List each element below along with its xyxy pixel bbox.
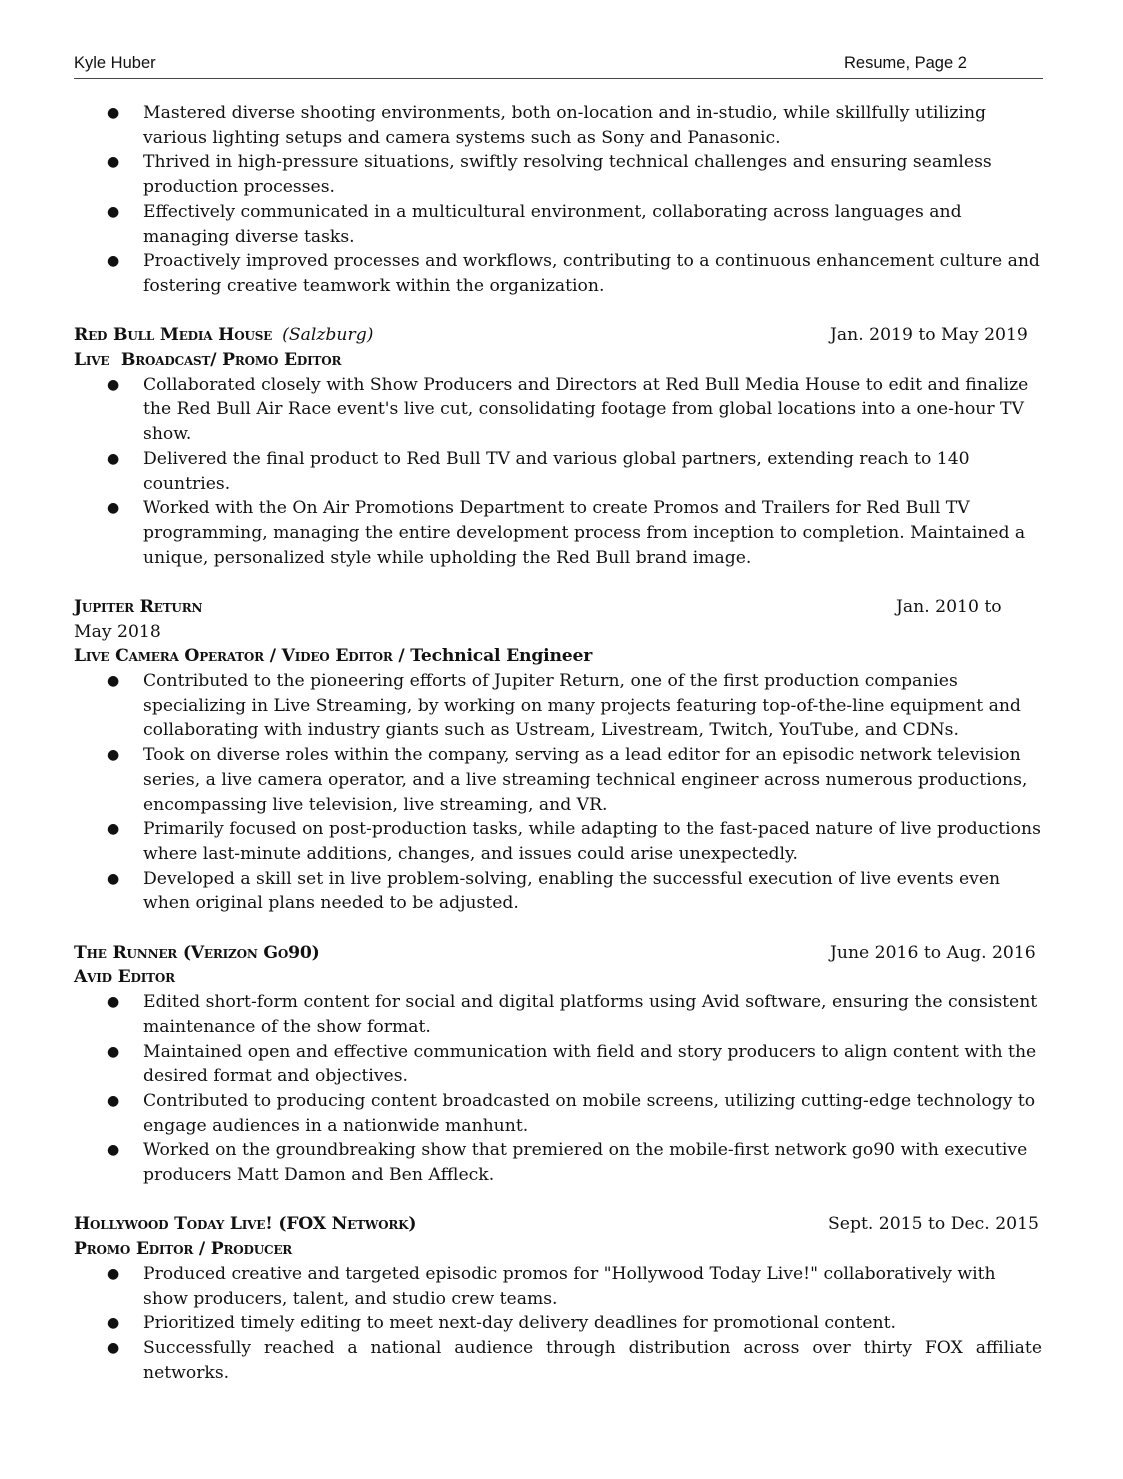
list-item xyxy=(74,200,1042,249)
bullet-text: Edited short-form content for social and digital platforms using Avid software, ensuring the consistent maintenance of the show format. xyxy=(143,992,1038,1037)
list-item xyxy=(74,150,1042,199)
bullet-text: Worked with the On Air Promotions Department to create Promos and Trailers for Red Bull TV programming, managing the entire development process from inception to completion. Maintained a unique, personalized style while upholding the Red Bull brand image. xyxy=(143,498,1026,568)
list-item xyxy=(74,447,1042,496)
job-heading xyxy=(74,595,1042,620)
job-heading xyxy=(74,1212,1042,1237)
bullet-icon: ● xyxy=(107,203,120,220)
bullet-icon: ● xyxy=(107,747,120,764)
bullet-icon: ● xyxy=(107,1265,120,1282)
bullet-text: Collaborated closely with Show Producers and Directors at Red Bull Media House to edit and finalize the Red Bull Air Race event's live cut, consolidating footage from global locations into a one-hour TV show. xyxy=(143,374,1029,445)
bullet-text: Proactively improved processes and workflows, contributing to a continuous enhancement culture and fostering creative teamwork within the organization. xyxy=(143,251,1040,296)
bullet-icon: ● xyxy=(107,994,120,1011)
list-item xyxy=(74,867,1042,916)
job-role: Live Broadcast/ Promo Editor xyxy=(74,350,342,370)
bullet-icon: ● xyxy=(107,1142,120,1159)
job-section-jupiter-return xyxy=(74,595,1042,916)
bullet-text: Worked on the groundbreaking show that premiered on the mobile-first network go90 with executive producers Matt Damon and Ben Affleck. xyxy=(143,1140,1028,1186)
list-item xyxy=(74,1040,1042,1089)
page-header xyxy=(74,52,1043,79)
job-dates: Jan. 2010 to xyxy=(896,597,1002,617)
list-item xyxy=(74,1089,1042,1138)
job-bullet-list xyxy=(74,373,1042,571)
bullet-text: Contributed to the pioneering efforts of Jupiter Return, one of the first production companies specializing in Live Streaming, by working on many projects featuring top-of-the-line equipment and collaborating with industry giants such as Ustream, Livestream, Twitch, YouTube, and CDNs. xyxy=(143,671,1021,741)
job-dates: Sept. 2015 to Dec. 2015 xyxy=(828,1214,1039,1235)
bullet-text: Successfully reached a national audience through distribution across over thirty FOX affiliate networks. xyxy=(143,1337,1042,1383)
job-dates-continued: May 2018 xyxy=(74,621,161,642)
bullet-icon: ● xyxy=(107,105,120,121)
job-heading xyxy=(74,941,1042,966)
job-role-main: Live Camera Operator / Video Editor / xyxy=(74,646,411,667)
list-item xyxy=(74,249,1042,298)
bullet-text: Primarily focused on post-production tasks, while adapting to the fast-paced nature of live productions where last-minute additions, changes, and issues could arise unexpectedly. xyxy=(143,819,1041,864)
page-label: Resume, Page 2 xyxy=(844,54,967,72)
bullet-icon: ● xyxy=(107,821,120,838)
job-dates: June 2016 to Aug. 2016 xyxy=(830,942,1036,963)
bullet-icon: ● xyxy=(107,450,120,467)
job-role: Promo Editor / Producer xyxy=(74,1239,293,1260)
list-item xyxy=(74,990,1042,1039)
list-item xyxy=(74,1336,1042,1385)
list-item xyxy=(74,101,1042,150)
bullet-icon: ● xyxy=(107,154,120,171)
job-section-red-bull xyxy=(74,323,1042,570)
company-location: (Salzburg) xyxy=(282,325,374,346)
list-item xyxy=(74,373,1042,447)
job-heading xyxy=(74,323,1042,348)
company-name: Red Bull Media House xyxy=(74,325,273,346)
bullet-text: Mastered diverse shooting environments, both on-location and in-studio, while skillfully utilizing various lighting setups and camera systems such as Sony and Panasonic. xyxy=(143,103,987,148)
bullet-text: Effectively communicated in a multicultural environment, collaborating across languages and managing diverse tasks. xyxy=(143,201,962,247)
intro-bullet-list xyxy=(74,101,1042,299)
bullet-icon: ● xyxy=(107,1043,120,1060)
bullet-text: Prioritized timely editing to meet next-day delivery deadlines for promotional content. xyxy=(143,1313,896,1334)
resume-content xyxy=(74,101,1042,1385)
job-section-the-runner xyxy=(74,941,1042,1188)
list-item xyxy=(74,817,1042,866)
list-item xyxy=(74,496,1042,570)
bullet-text: Developed a skill set in live problem-solving, enabling the successful execution of live events even when original plans needed to be adjusted. xyxy=(143,868,1001,914)
company-name: Jupiter Return xyxy=(74,597,203,617)
bullet-text: Thrived in high-pressure situations, swiftly resolving technical challenges and ensuring seamless production processes. xyxy=(143,152,992,198)
bullet-text: Maintained open and effective communication with field and story producers to align content with the desired format and objectives. xyxy=(143,1041,1037,1087)
bullet-icon: ● xyxy=(107,253,120,270)
list-item xyxy=(74,1138,1042,1187)
job-bullet-list xyxy=(74,669,1042,916)
bullet-text: Produced creative and targeted episodic promos for "Hollywood Today Live!" collaboratively with show producers, talent, and studio crew teams. xyxy=(143,1263,996,1309)
list-item xyxy=(74,669,1042,743)
bullet-icon: ● xyxy=(107,376,120,393)
company-name: The Runner (Verizon Go90) xyxy=(74,942,320,963)
bullet-icon: ● xyxy=(107,1339,120,1356)
bullet-icon: ● xyxy=(107,1092,120,1109)
bullet-text: Delivered the final product to Red Bull TV and various global partners, extending reach to 140 countries. xyxy=(143,448,970,494)
job-section-hollywood-today-live xyxy=(74,1212,1042,1385)
list-item xyxy=(74,1262,1042,1311)
job-bullet-list xyxy=(74,990,1042,1188)
company-name: Hollywood Today Live! (FOX Network) xyxy=(74,1214,417,1235)
bullet-text: Contributed to producing content broadcasted on mobile screens, utilizing cutting-edge technology to engage audiences in a nationwide manhunt. xyxy=(143,1090,1036,1136)
bullet-icon: ● xyxy=(107,870,120,887)
list-item xyxy=(74,1311,1042,1336)
job-role: Avid Editor xyxy=(74,967,175,988)
bullet-icon: ● xyxy=(107,673,120,690)
bullet-icon: ● xyxy=(107,1315,120,1332)
job-role xyxy=(74,644,1042,669)
bullet-text: Took on diverse roles within the company, serving as a lead editor for an episodic network television series, a live camera operator, and a live streaming technical engineer across numerous productions, encompassing live television, live streaming, and VR. xyxy=(143,745,1028,815)
candidate-name: Kyle Huber xyxy=(74,54,156,72)
job-role-tail: Technical Engineer xyxy=(410,646,593,667)
list-item xyxy=(74,743,1042,817)
job-dates: Jan. 2019 to May 2019 xyxy=(830,325,1028,346)
job-bullet-list xyxy=(74,1262,1042,1386)
bullet-icon: ● xyxy=(107,500,120,517)
